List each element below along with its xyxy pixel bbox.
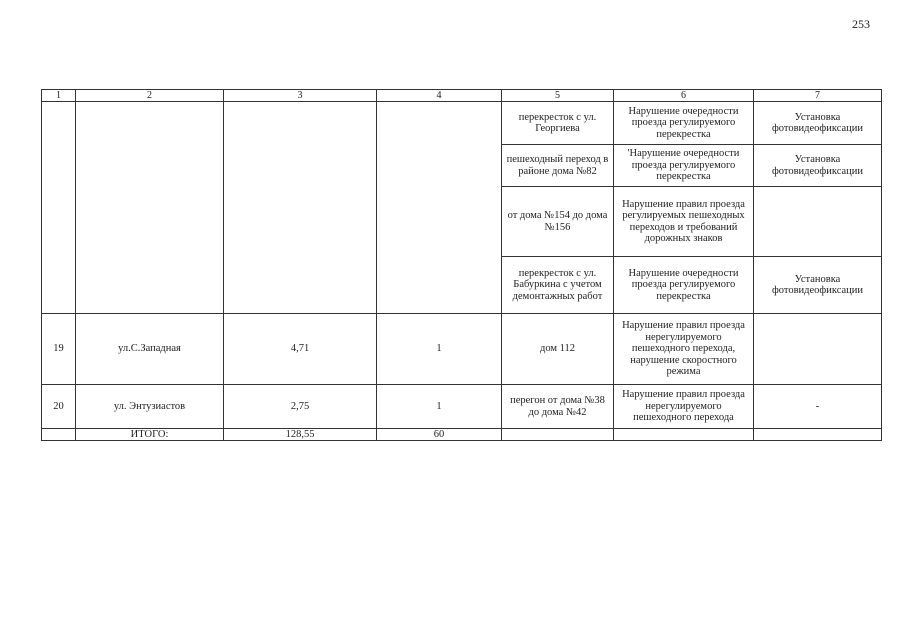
total-label: ИТОГО:: [76, 429, 224, 441]
measure-cell: [754, 187, 882, 257]
total-empty-cell: [502, 429, 614, 441]
row-number-cell: 20: [42, 385, 76, 429]
measure-cell: Установка фотовидеофиксации: [754, 102, 882, 145]
violation-cell: 'Нарушение очередности проезда регулируемого перекрестка: [614, 145, 754, 187]
total-empty-cell: [614, 429, 754, 441]
row-number-cell: 19: [42, 314, 76, 385]
table-row: [42, 102, 882, 145]
total-count: 60: [377, 429, 502, 441]
street-cell: ул. Энтузиастов: [76, 385, 224, 429]
violation-cell: Нарушение правил проезда нерегулируемого пешеходного перехода: [614, 385, 754, 429]
row-number-cell: [42, 102, 76, 314]
total-row: [42, 429, 882, 441]
length-cell: 2,75: [224, 385, 377, 429]
violation-cell: Нарушение правил проезда регулируемых пешеходных переходов и требований дорожных знаков: [614, 187, 754, 257]
total-length: 128,55: [224, 429, 377, 441]
count-cell: 1: [377, 314, 502, 385]
measure-cell: Установка фотовидеофиксации: [754, 257, 882, 314]
location-cell: от дома №154 до дома №156: [502, 187, 614, 257]
column-header: 7: [754, 90, 882, 102]
violation-cell: Нарушение очередности проезда регулируемого перекрестка: [614, 102, 754, 145]
location-cell: дом 112: [502, 314, 614, 385]
total-empty-cell: [754, 429, 882, 441]
column-header: 4: [377, 90, 502, 102]
measure-cell: [754, 314, 882, 385]
count-cell: 1: [377, 385, 502, 429]
length-cell: [224, 102, 377, 314]
measure-cell: Установка фотовидеофиксации: [754, 145, 882, 187]
location-cell: перекресток с ул. Георгиева: [502, 102, 614, 145]
count-cell: [377, 102, 502, 314]
column-header: 6: [614, 90, 754, 102]
column-header: 2: [76, 90, 224, 102]
location-cell: перегон от дома №38 до дома №42: [502, 385, 614, 429]
column-header: 1: [42, 90, 76, 102]
total-empty-cell: [42, 429, 76, 441]
street-cell: [76, 102, 224, 314]
location-cell: перекресток с ул. Бабуркина с учетом демонтажных работ: [502, 257, 614, 314]
street-cell: ул.С.Западная: [76, 314, 224, 385]
table-row: [42, 314, 882, 385]
length-cell: 4,71: [224, 314, 377, 385]
measure-cell: -: [754, 385, 882, 429]
location-cell: пешеходный переход в районе дома №82: [502, 145, 614, 187]
violation-cell: Нарушение очередности проезда регулируемого перекрестка: [614, 257, 754, 314]
violation-cell: Нарушение правил проезда нерегулируемого пешеходного перехода, нарушение скоростного режима: [614, 314, 754, 385]
column-header: 3: [224, 90, 377, 102]
column-header: 5: [502, 90, 614, 102]
table-header-row: [42, 90, 882, 102]
incident-table: [41, 89, 882, 441]
table-row: [42, 385, 882, 429]
page-number: 253: [852, 17, 870, 31]
